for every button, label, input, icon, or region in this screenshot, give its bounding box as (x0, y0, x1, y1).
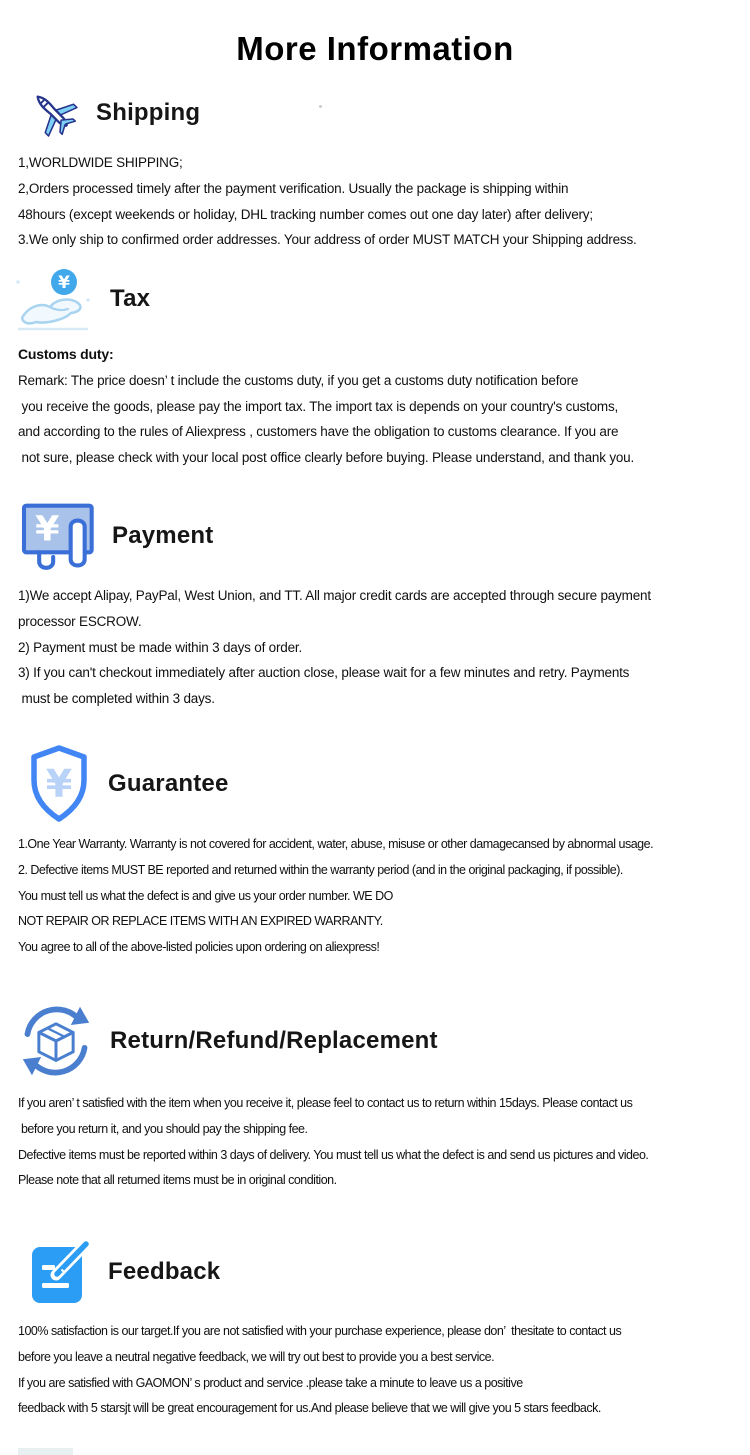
text-line: Defective items must be reported within 3 days of delivery. You must tell us what the defect is and send us pictures and video. (18, 1147, 649, 1162)
text-line-lead: Customs duty: (18, 346, 114, 362)
text-line: 48hours (except weekends or holiday, DHL tracking number comes out one day later) after delivery; (18, 206, 593, 222)
text-line: and according to the rules of Aliexpress , customers have the obligation to customs clearance. If you are (18, 424, 619, 440)
text-line: If you are satisfied with GAOMON’ s product and service .please take a minute to leave us a positive (18, 1375, 523, 1390)
feedback-heading: Feedback (108, 1258, 221, 1285)
tax-header (0, 266, 750, 332)
text-line: NOT REPAIR OR REPLACE ITEMS WITH AN EXPIRED WARRANTY. (18, 914, 383, 929)
text-line: 100% satisfaction is our target.If you are not satisfied with your purchase experience, please don’ thesitate to contact us (18, 1324, 622, 1338)
text-line: 1,WORLDWIDE SHIPPING; (18, 155, 183, 170)
text-line: 2. Defective items MUST BE reported and returned within the warranty period (and in the original packaging, if possible). (18, 862, 623, 877)
text-line: 3) If you can't checkout immediately after auction close, please wait for a few minutes and retry. Payments (18, 665, 630, 681)
section-payment (0, 501, 750, 712)
svg-text:¥: ¥ (35, 509, 60, 550)
tax-text (0, 342, 750, 471)
svg-text:¥: ¥ (45, 762, 73, 806)
page-title: More Information (236, 30, 514, 67)
section-shipping (0, 86, 750, 253)
text-line: before you return it, and you should pay the shipping fee. (18, 1121, 308, 1136)
text-line: feedback with 5 starsjt will be great encouragement for us.And please believe that we will give you 5 stars feedback. (18, 1401, 601, 1416)
text-line: 1)We accept Alipay, PayPal, West Union, and TT. All major credit cards are accepted through secure payment (18, 588, 651, 603)
text-line: 1.One Year Warranty. Warranty is not covered for accident, water, abuse, misuse or other damagecansed by abnormal usage. (18, 837, 654, 851)
svg-text:¥: ¥ (58, 273, 70, 293)
text-line: You agree to all of the above-listed policies upon ordering on aliexpress! (18, 940, 380, 955)
text-line: 3.We only ship to confirmed order addresses. Your address of order MUST MATCH your Shipping address. (18, 232, 637, 248)
text-line: If you aren’ t satisfied with the item when you receive it, please feel to contact us to return within 15days. Please contact us (18, 1096, 633, 1110)
feedback-text (0, 1319, 750, 1422)
card-in-hand-icon (20, 501, 98, 571)
section-return (0, 997, 750, 1194)
text-line: you receive the goods, please pay the import tax. The import tax is depends on your country's customs, (18, 398, 619, 414)
shipping-heading: Shipping (96, 99, 201, 126)
text-line: You must tell us what the defect is and give us your order number. WE DO (18, 888, 393, 903)
payment-header (0, 501, 750, 571)
box-cycle-icon (16, 997, 96, 1085)
tax-heading: Tax (110, 285, 151, 312)
shipping-header (0, 86, 750, 140)
payment-text (0, 583, 750, 712)
text-line: Remark: The price doesn’ t include the customs duty, if you get a customs duty notification before (18, 372, 579, 388)
text-line: must be completed within 3 days. (18, 691, 215, 707)
note-pencil-icon (28, 1237, 94, 1307)
payment-heading: Payment (112, 522, 214, 549)
airplane-icon (26, 86, 82, 140)
text-line: Please note that all returned items must be in original condition. (18, 1173, 337, 1188)
guarantee-text (0, 832, 750, 961)
guarantee-header (0, 744, 750, 824)
section-guarantee (0, 744, 750, 961)
text-line: before you leave a neutral negative feedback, we will try out best to provide you a best service. (18, 1349, 495, 1364)
feedback-header (0, 1237, 750, 1307)
guarantee-heading: Guarantee (108, 770, 229, 797)
text-line: not sure, please check with your local post office clearly before buying. Please understand, and thank you. (18, 450, 635, 466)
section-tax (0, 266, 750, 471)
section-feedback (0, 1237, 750, 1422)
return-text (0, 1091, 750, 1194)
return-heading: Return/Refund/Replacement (110, 1027, 438, 1054)
text-line: 2) Payment must be made within 3 days of order. (18, 639, 302, 655)
return-header (0, 997, 750, 1085)
text-line: 2,Orders processed timely after the payment verification. Usually the package is shipping within (18, 180, 569, 196)
shipping-text (0, 150, 750, 253)
hand-coin-icon (12, 266, 96, 332)
shield-yen-icon (24, 744, 94, 824)
text-line: processor ESCROW. (18, 613, 142, 629)
cropped-bottom-element (18, 1448, 73, 1455)
